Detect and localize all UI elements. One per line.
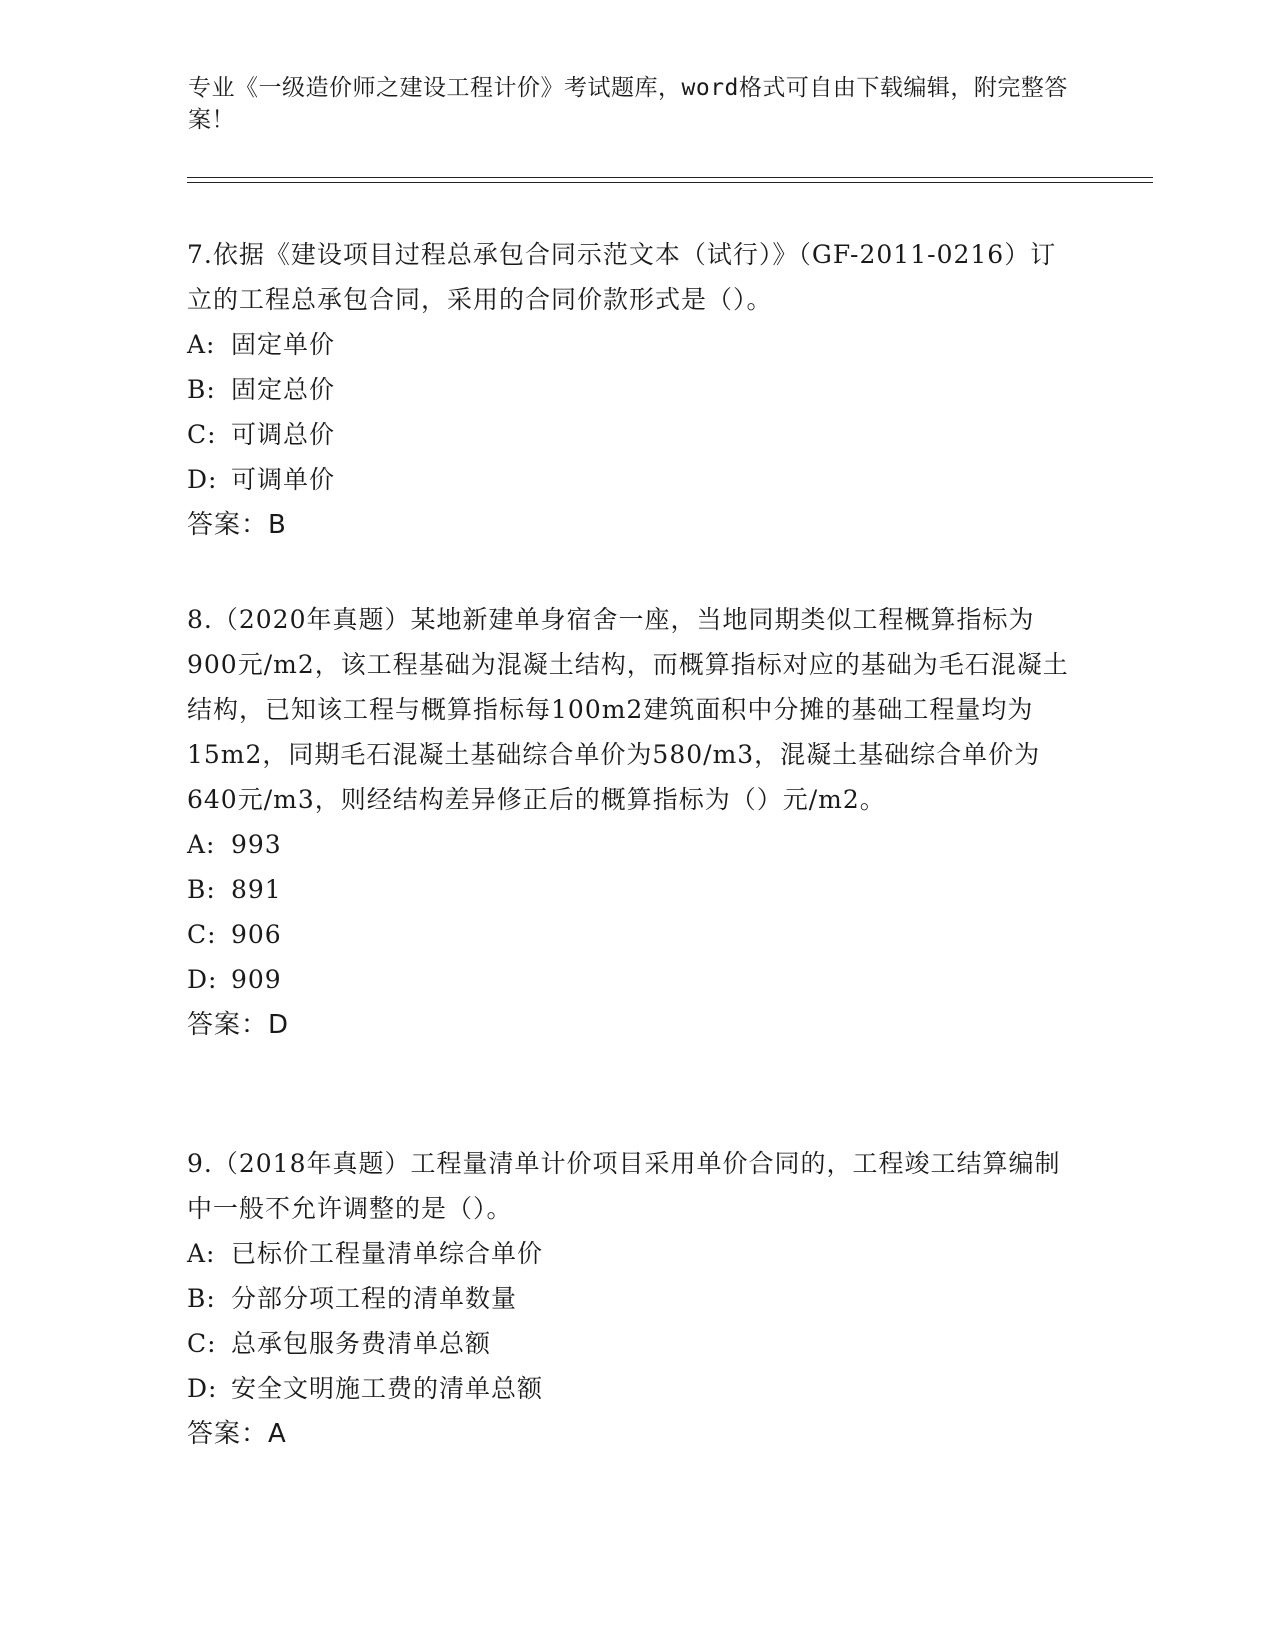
option-d <box>187 457 1077 502</box>
option-letter: B: <box>187 875 216 904</box>
question-stem: 8.（2020年真题）某地新建单身宿舍一座，当地同期类似工程概算指标为900元/m2，该工程基础为混凝土结构，而概算指标对应的基础为毛石混凝土结构，已知该工程与概算指标每100m2建筑面积中分摊的基础工程量均为15m2，同期毛石混凝土基础综合单价为580/m3，混凝土基础综合单价为640元/m3，则经结构差异修正后的概算指标为（）元/m2。 <box>187 605 1069 814</box>
option-a <box>187 322 1077 367</box>
option-letter: B: <box>187 375 216 404</box>
option-text: 993 <box>231 830 282 859</box>
option-letter: C: <box>187 420 217 449</box>
answer-line: 答案：D <box>187 1010 290 1040</box>
option-a <box>187 822 1077 867</box>
question-stem: 7.依据《建设项目过程总承包合同示范文本（试行）》（GF-2011-0216）订立的工程总承包合同，采用的合同价款形式是（）。 <box>187 240 1057 314</box>
option-text: 固定单价 <box>231 330 336 359</box>
option-text: 分部分项工程的清单数量 <box>231 1284 518 1313</box>
option-letter: B: <box>187 1284 216 1313</box>
option-b <box>187 367 1077 412</box>
option-letter: C: <box>187 920 217 949</box>
question-7 <box>187 232 1077 548</box>
option-letter: C: <box>187 1329 217 1358</box>
option-c <box>187 1321 1077 1366</box>
option-text: 可调单价 <box>231 465 336 494</box>
option-d <box>187 1366 1077 1411</box>
answer-line: 答案：A <box>187 1419 287 1449</box>
option-letter: D: <box>187 965 218 994</box>
option-a <box>187 1231 1077 1276</box>
header-divider-top <box>187 177 1153 178</box>
option-letter: A: <box>187 830 216 859</box>
option-letter: D: <box>187 465 218 494</box>
option-letter: D: <box>187 1374 218 1403</box>
option-text: 可调总价 <box>231 420 336 449</box>
question-stem: 9.（2018年真题）工程量清单计价项目采用单价合同的，工程竣工结算编制中一般不允许调整的是（）。 <box>187 1149 1061 1223</box>
option-b <box>187 867 1077 912</box>
option-c <box>187 412 1077 457</box>
option-letter: A: <box>187 1239 216 1268</box>
option-text: 909 <box>231 965 282 994</box>
option-text: 总承包服务费清单总额 <box>231 1329 492 1358</box>
answer-line: 答案：B <box>187 510 287 540</box>
option-d <box>187 957 1077 1002</box>
header-divider-bottom <box>187 182 1153 183</box>
option-letter: A: <box>187 330 216 359</box>
option-text: 安全文明施工费的清单总额 <box>231 1374 544 1403</box>
question-8 <box>187 597 1077 1048</box>
option-text: 已标价工程量清单综合单价 <box>231 1239 544 1268</box>
option-text: 891 <box>231 875 282 904</box>
question-9 <box>187 1141 1077 1457</box>
option-text: 906 <box>231 920 282 949</box>
option-b <box>187 1276 1077 1321</box>
option-text: 固定总价 <box>231 375 336 404</box>
document-header-note: 专业《一级造价师之建设工程计价》考试题库，word格式可自由下载编辑，附完整答案！ <box>188 75 1068 133</box>
option-c <box>187 912 1077 957</box>
